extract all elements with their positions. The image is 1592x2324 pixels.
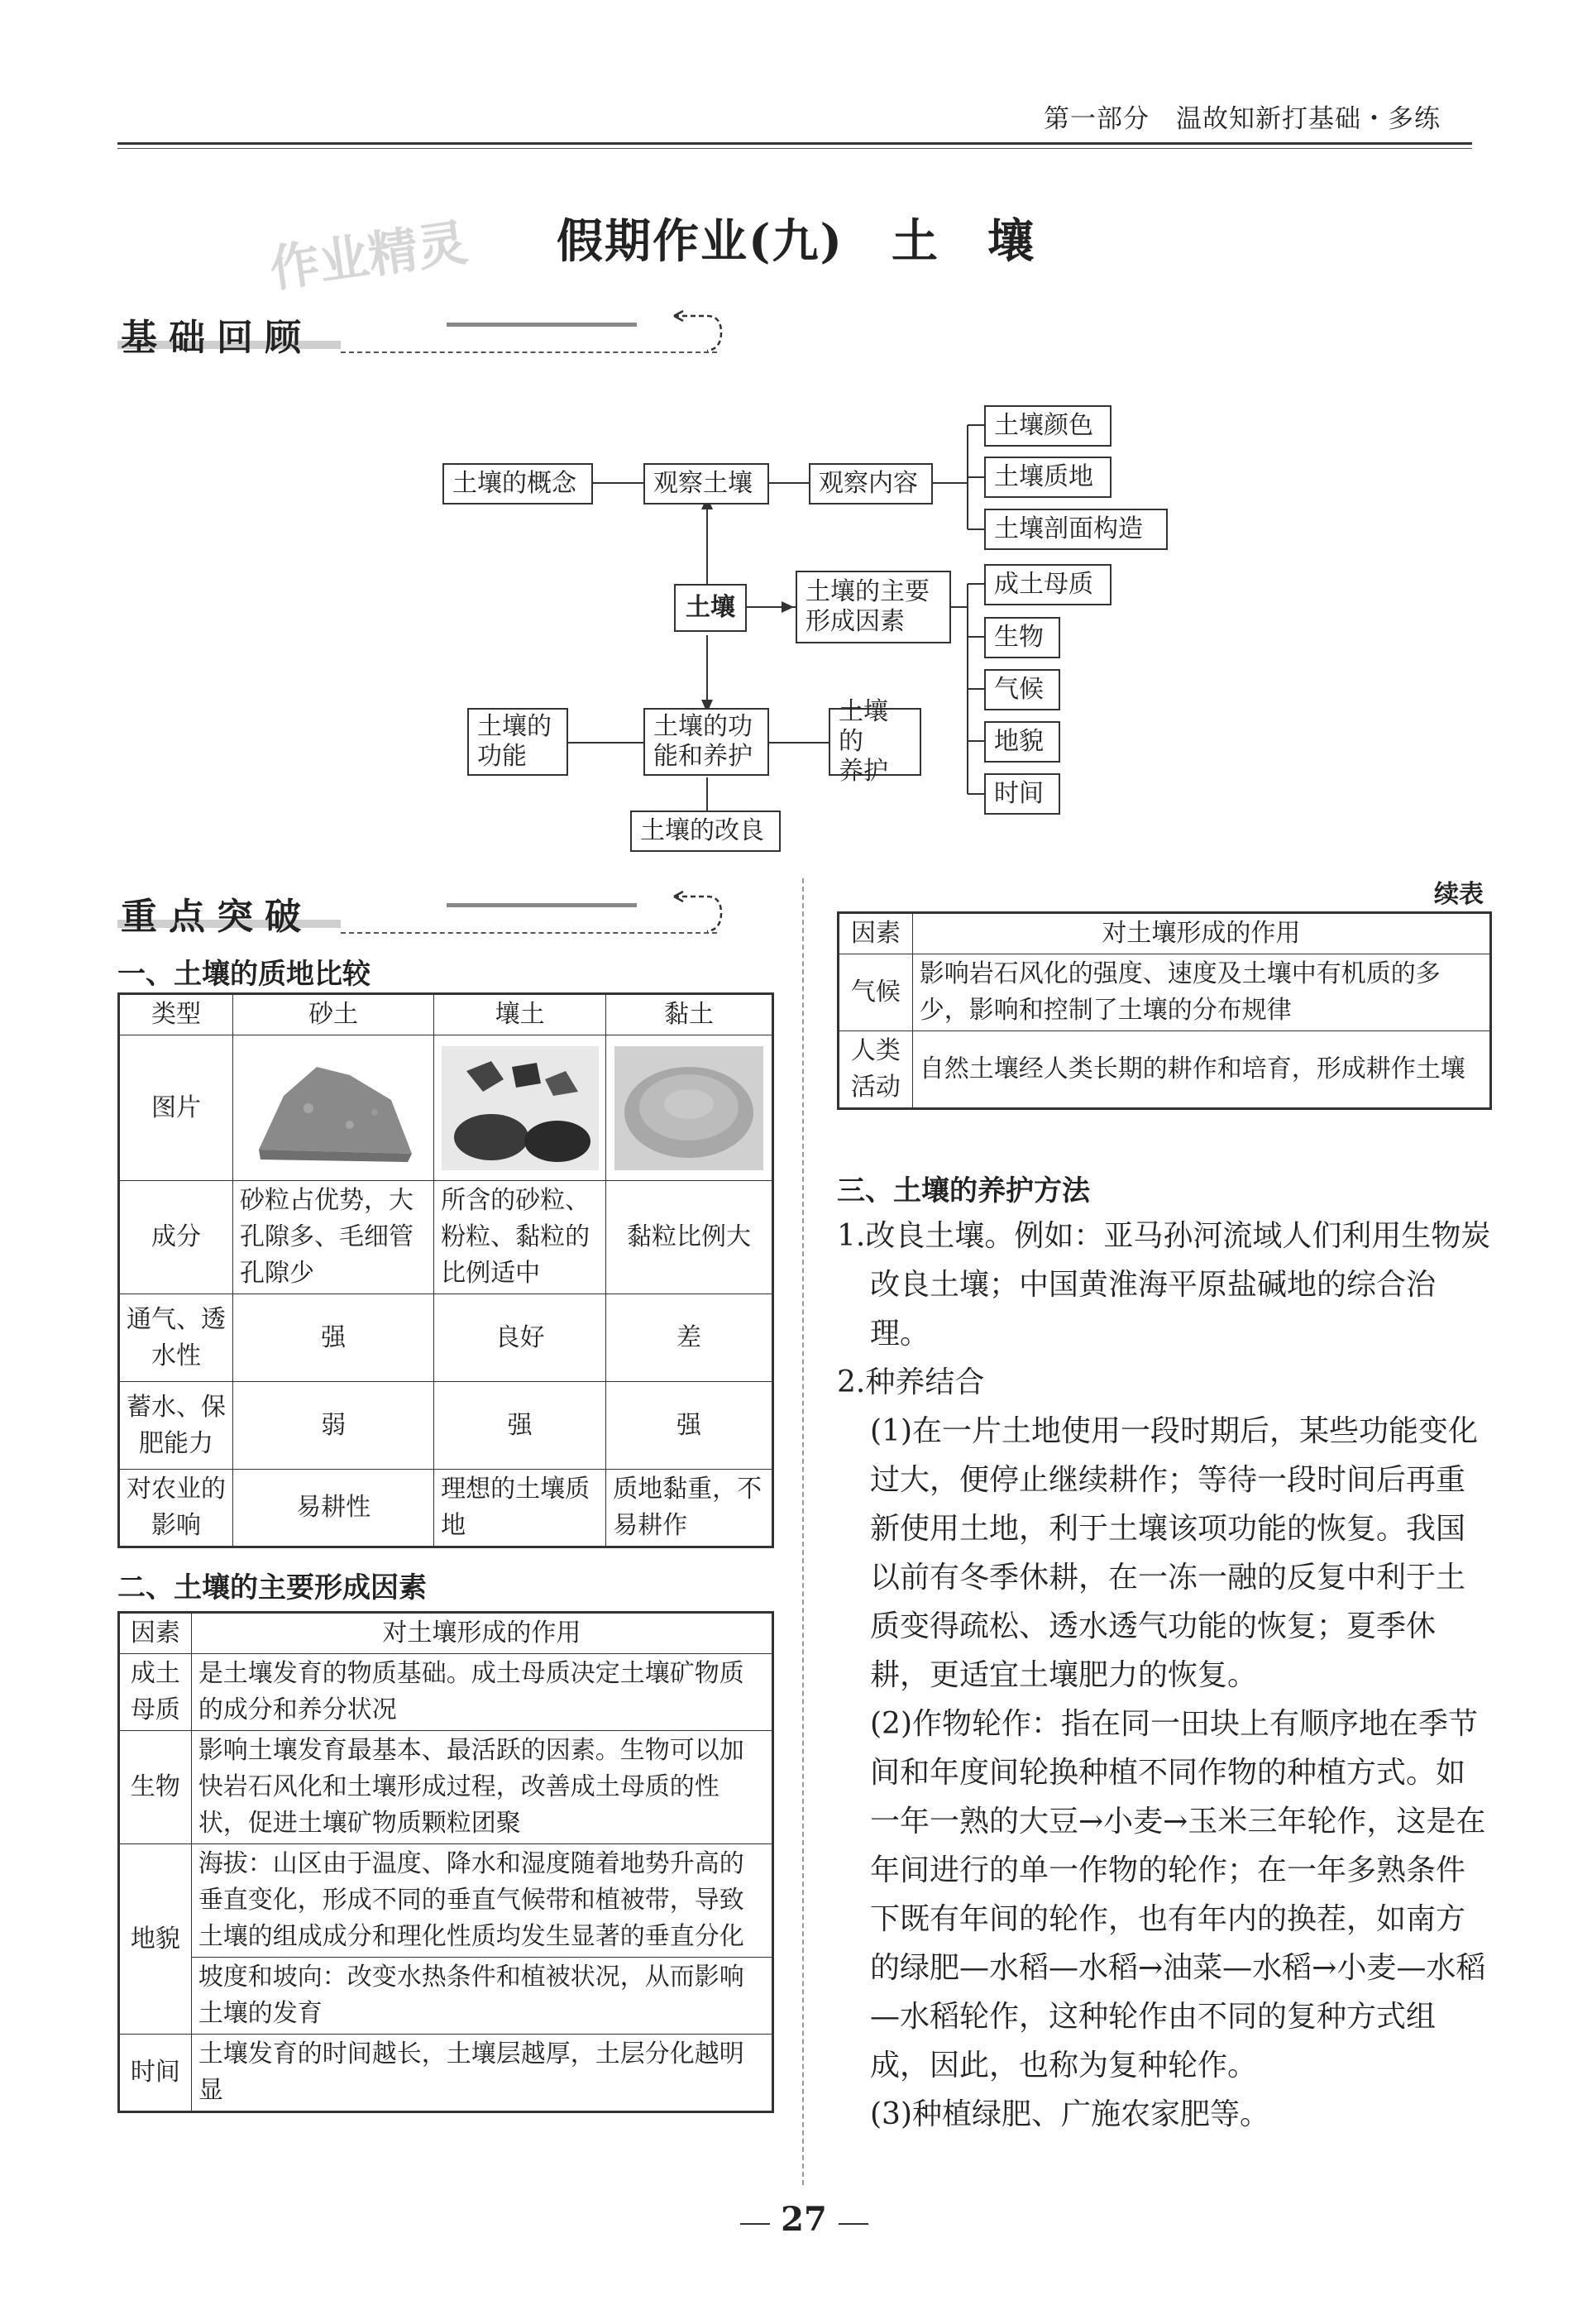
cell: 强 xyxy=(233,1294,434,1382)
node-factors-line1: 土壤的主要 xyxy=(806,577,930,606)
node-care-line2: 养护 xyxy=(839,757,888,786)
node-func-care-line2: 能和养护 xyxy=(653,742,753,771)
effect-cell: 海拔：山区由于温度、降水和湿度随着地势升高的垂直变化，形成不同的垂直气候带和植被带，导致土壤的组成成分和理化性质均发生显著的垂直分化 xyxy=(191,1844,772,1958)
row-label: 成分 xyxy=(119,1181,233,1294)
th-factor: 因素 xyxy=(839,913,913,954)
node-observe: 观察土壤 xyxy=(643,463,769,504)
page-number: 27 xyxy=(781,2200,827,2239)
th-effect: 对土壤形成的作用 xyxy=(912,913,1490,954)
effect-cell: 影响土壤发育最基本、最活跃的因素。生物可以加快岩石风化和土壤形成过程，改善成土母质的性状，促进土壤矿物质颗粒团聚 xyxy=(191,1731,772,1844)
clay-image xyxy=(614,1046,763,1170)
care-p3: (1)在一片土地使用一段时期后，某些功能变化过大，便停止继续耕作；等待一段时间后再重新使用土地，利于土壤该项功能的恢复。我国以前有冬季休耕，在一冻一融的反复中利于土质变得疏松、透水透气功能的恢复；夏季休耕，更适宜土壤肥力的恢复。 xyxy=(870,1414,1478,1692)
care-body xyxy=(837,1212,1492,2139)
pnum-dash-right xyxy=(839,2223,868,2225)
node-factors-line2: 形成因素 xyxy=(806,607,905,636)
cell: 易耕性 xyxy=(233,1470,434,1547)
node-biology: 生物 xyxy=(984,617,1060,658)
factors-table xyxy=(117,1611,774,2113)
care-p1: 1.改良土壤。例如：亚马孙河流域人们利用生物炭改良土壤；中国黄淮海平原盐碱地的综合治理。 xyxy=(837,1219,1491,1351)
row-label: 通气、透水性 xyxy=(119,1294,233,1382)
node-texture: 土壤质地 xyxy=(984,457,1112,498)
th-clay: 黏土 xyxy=(606,994,773,1035)
care-p4: (2)作物轮作：指在同一田块上有顺序地在季节间和年度间轮换种植不同作物的种植方式。如一年一熟的大豆→小麦→玉米三年轮作，这是在年间进行的单一作物的轮作；在一年多熟条件下既有年间的轮作，也有年内的换茬，如南方的绿肥—水稻—水稻→油菜—水稻→小麦—水稻—水稻轮作，这种轮作由不同的复种方式组成，因此，也称为复种轮作。 xyxy=(870,1707,1486,2083)
th-type: 类型 xyxy=(119,994,233,1035)
curved-arrow-icon xyxy=(670,888,728,938)
th-effect: 对土壤形成的作用 xyxy=(191,1613,772,1654)
cell: 弱 xyxy=(233,1382,434,1470)
cell: 所含的砂粒、粉粒、黏粒的比例适中 xyxy=(434,1181,606,1294)
section-title-focus: 重点突破 xyxy=(121,896,313,938)
factor-cell: 时间 xyxy=(119,2035,192,2112)
effect-cell: 坡度和坡向：改变水热条件和植被状况，从而影响土壤的发育 xyxy=(191,1958,772,2035)
sand-photo xyxy=(233,1035,434,1181)
pnum-dash-left xyxy=(740,2223,770,2225)
mindmap-connectors xyxy=(0,0,1592,877)
cell: 黏粒比例大 xyxy=(606,1181,773,1294)
cell: 强 xyxy=(606,1382,773,1470)
sand-image xyxy=(251,1050,416,1166)
node-care xyxy=(829,697,921,786)
continued-table xyxy=(837,911,1492,1110)
clay-photo xyxy=(606,1035,773,1181)
cell: 质地黏重，不易耕作 xyxy=(606,1470,773,1547)
deco-bar xyxy=(447,903,637,907)
th-factor: 因素 xyxy=(119,1613,192,1654)
loam-image xyxy=(442,1046,599,1170)
loam-photo xyxy=(434,1035,606,1181)
watermark: 作业精灵 xyxy=(265,213,471,299)
row-label: 蓄水、保肥能力 xyxy=(119,1382,233,1470)
page-title: 假期作业(九) 土 壤 xyxy=(557,214,1035,269)
node-profile: 土壤剖面构造 xyxy=(984,509,1168,550)
effect-cell: 土壤发育的时间越长，土壤层越厚，土层分化越明显 xyxy=(191,2035,772,2112)
row-label: 对农业的影响 xyxy=(119,1470,233,1547)
cell: 强 xyxy=(434,1382,606,1470)
node-time: 时间 xyxy=(984,773,1060,815)
cell: 砂粒占优势，大孔隙多、毛细管孔隙少 xyxy=(233,1181,434,1294)
node-function-line1: 土壤的 xyxy=(477,712,552,741)
factor-cell: 人类活动 xyxy=(839,1031,913,1109)
column-divider xyxy=(802,878,804,2185)
node-parent: 成土母质 xyxy=(984,564,1112,605)
factor-cell: 生物 xyxy=(119,1731,192,1844)
row-label-photo: 图片 xyxy=(119,1035,233,1181)
care-p2: 2.种养结合 xyxy=(837,1365,985,1399)
continued-label: 续表 xyxy=(1434,880,1484,909)
node-color: 土壤颜色 xyxy=(984,405,1112,447)
node-function xyxy=(467,708,568,776)
section-title-review: 基础回顾 xyxy=(121,317,313,359)
section-dash xyxy=(341,932,717,934)
factor-cell: 气候 xyxy=(839,954,913,1031)
cell: 理想的土壤质地 xyxy=(434,1470,606,1547)
th-loam: 壤土 xyxy=(434,994,606,1035)
node-factors xyxy=(796,571,951,643)
node-concept: 土壤的概念 xyxy=(442,463,593,504)
effect-cell: 自然土壤经人类长期的耕作和培育，形成耕作土壤 xyxy=(912,1031,1490,1109)
care-p5: (3)种植绿肥、广施农家肥等。 xyxy=(870,2097,1269,2131)
effect-cell: 影响岩石风化的强度、速度及土壤中有机质的多少，影响和控制了土壤的分布规律 xyxy=(912,954,1490,1031)
node-improve: 土壤的改良 xyxy=(630,811,781,852)
node-observe-content: 观察内容 xyxy=(809,463,933,504)
factor-cell: 成土母质 xyxy=(119,1654,192,1731)
node-landform: 地貌 xyxy=(984,721,1060,763)
factor-cell: 地貌 xyxy=(119,1844,192,2035)
texture-table xyxy=(117,992,774,1548)
node-climate: 气候 xyxy=(984,669,1060,710)
node-func-care-line1: 土壤的功 xyxy=(653,712,753,741)
heading-texture: 一、土壤的质地比较 xyxy=(117,958,371,991)
running-header: 第一部分 温故知新打基础・多练 xyxy=(1044,104,1441,134)
node-care-line1: 土壤的 xyxy=(839,697,888,756)
heading-factors: 二、土壤的主要形成因素 xyxy=(117,1571,427,1604)
th-sand: 砂土 xyxy=(233,994,434,1035)
effect-cell: 是土壤发育的物质基础。成土母质决定土壤矿物质的成分和养分状况 xyxy=(191,1654,772,1731)
node-func-care xyxy=(643,708,769,776)
node-function-line2: 功能 xyxy=(477,742,527,771)
cell: 良好 xyxy=(434,1294,606,1382)
heading-care: 三、土壤的养护方法 xyxy=(837,1174,1090,1207)
cell: 差 xyxy=(606,1294,773,1382)
node-center: 土壤 xyxy=(674,584,747,632)
